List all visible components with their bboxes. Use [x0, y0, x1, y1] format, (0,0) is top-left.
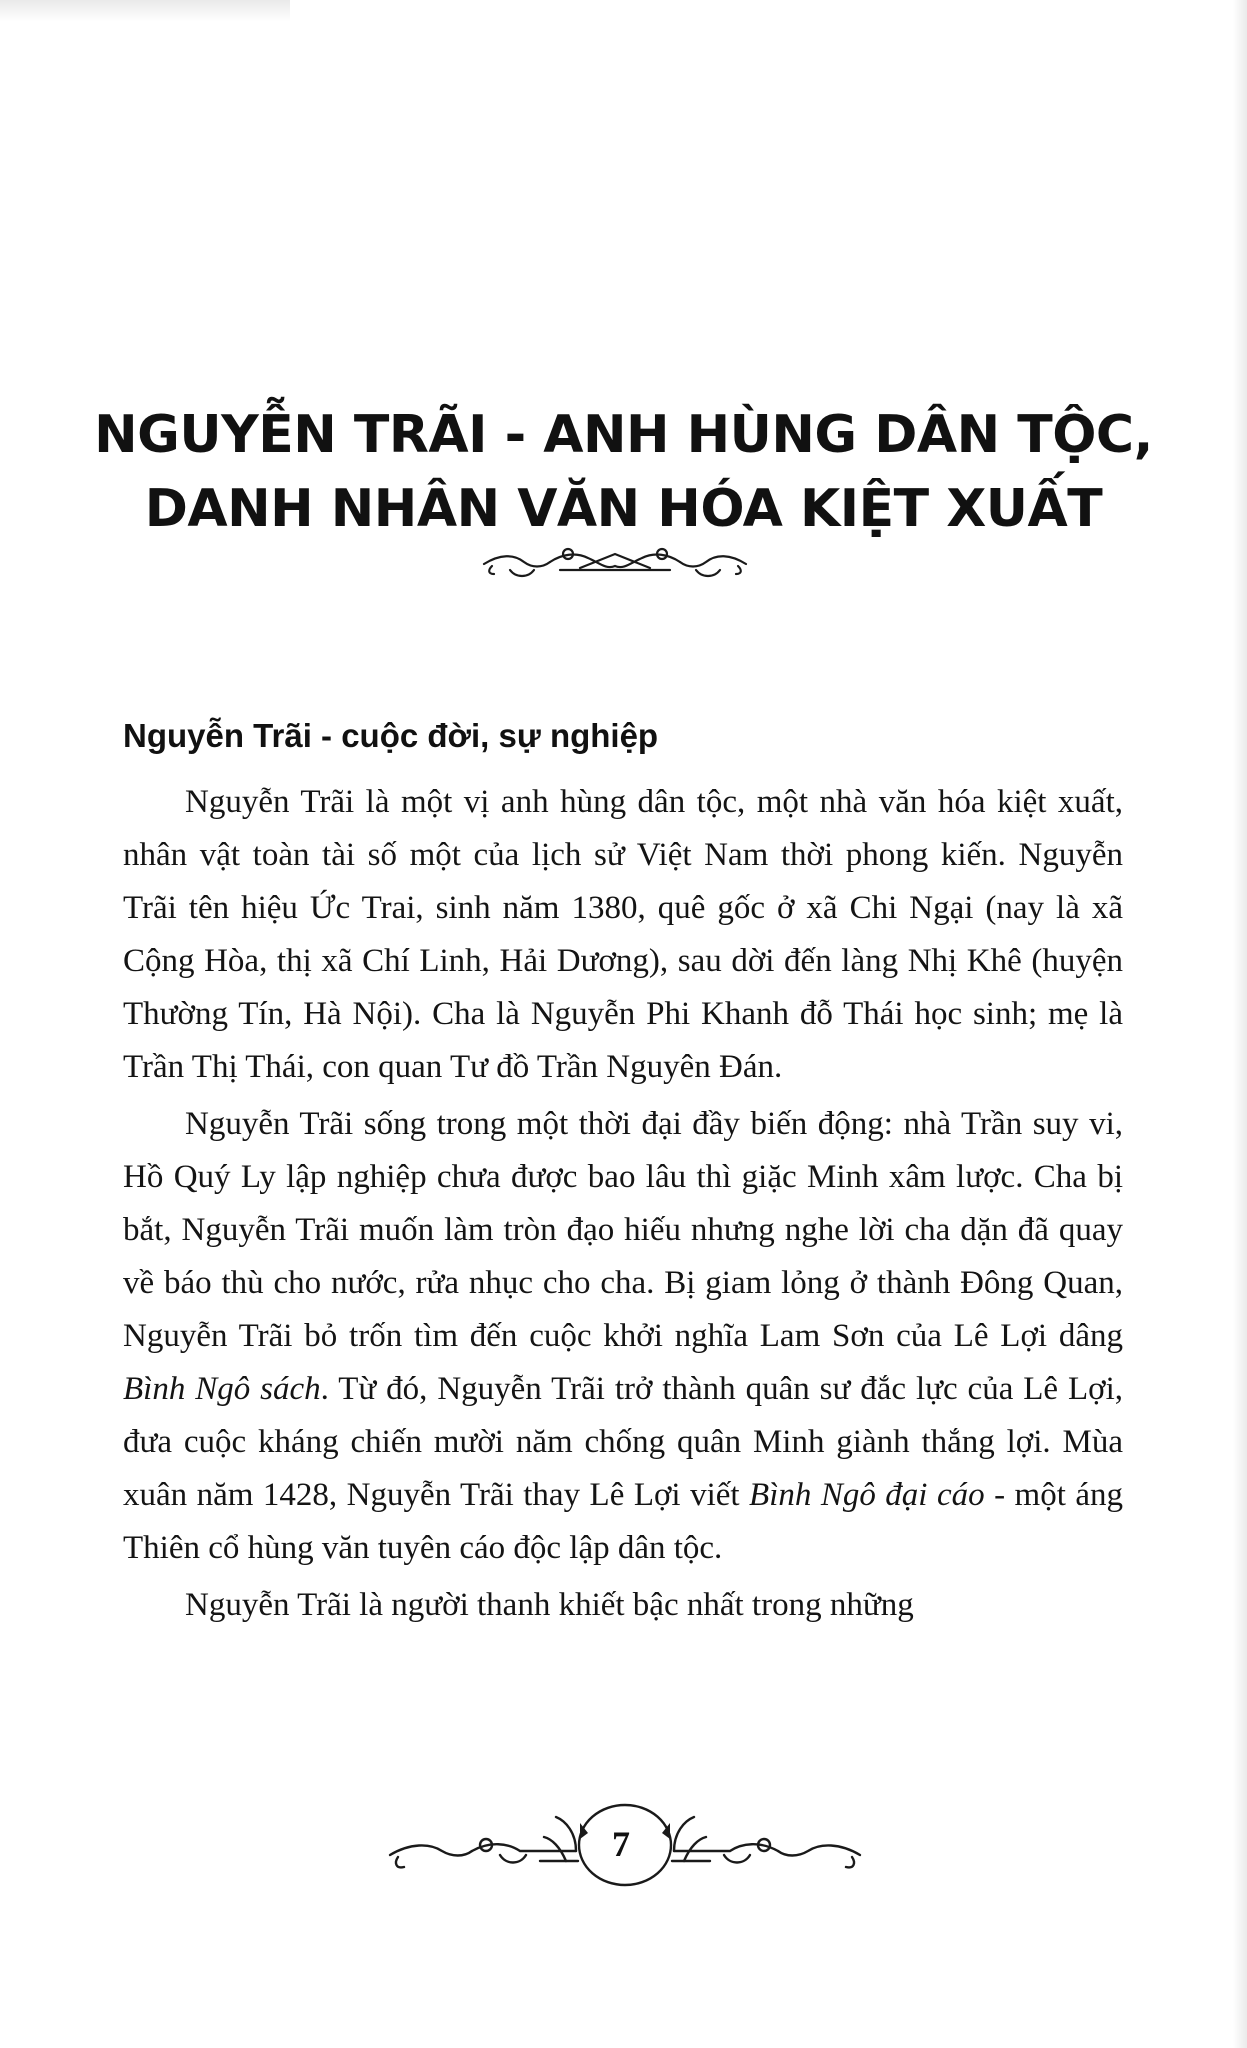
scan-edge-shade — [0, 0, 290, 22]
page-edge-shade — [1233, 0, 1247, 2048]
page-number: 7 — [612, 1824, 630, 1864]
paragraph-2 — [123, 1098, 1123, 1575]
chapter-title-line-1: NGUYỄN TRÃI - ANH HÙNG DÂN TỘC, — [94, 405, 1153, 465]
book-title-binh-ngo-sach: Bình Ngô sách — [123, 1371, 321, 1407]
paragraph-2-text-a: Nguyễn Trãi sống trong một thời đại đầy biến động: nhà Trần suy vi, Hồ Quý Ly lập nghiệp chưa được bao lâu thì giặc Minh xâm lược. Cha bị bắt, Nguyễn Trãi muốn làm tròn đạo hiếu nhưng nghe lời cha dặn đã quay về báo thù cho nước, rửa nhục cho cha. Bị giam lỏng ở thành Đông Quan, Nguyễn Trãi bỏ trốn tìm đến cuộc khởi nghĩa Lam Sơn của Lê Lợi dâng — [123, 1106, 1123, 1354]
paragraph-2-text-b: . Từ đó, Nguyễn Trãi trở thành quân sư đắc lực của Lê Lợi, đưa cuộc kháng chiến mười năm chống quân Minh giành thắng lợi. Mùa xuân năm 1428, Nguyễn Trãi thay Lê Lợi viết — [123, 1371, 1124, 1513]
section-heading: Nguyễn Trãi - cuộc đời, sự nghiệp — [123, 717, 659, 754]
chapter-title — [0, 398, 1247, 546]
paragraph-3: Nguyễn Trãi là người thanh khiết bậc nhất trong những — [185, 1587, 914, 1623]
book-title-binh-ngo-dai-cao: Bình Ngô đại cáo — [749, 1477, 985, 1513]
chapter-title-line-2: DANH NHÂN VĂN HÓA KIỆT XUẤT — [144, 479, 1103, 539]
paragraph-2-text-c: - một áng Thiên cổ hùng văn tuyên cáo độc lập dân tộc. — [123, 1477, 1123, 1566]
title-flourish-ornament — [480, 540, 750, 582]
body-text — [123, 776, 1123, 1636]
paragraph-1: Nguyễn Trãi là một vị anh hùng dân tộc, một nhà văn hóa kiệt xuất, nhân vật toàn tài số một của lịch sử Việt Nam thời phong kiến. Nguyễn Trãi tên hiệu Ức Trai, sinh năm 1380, quê gốc ở xã Chi Ngại (nay là xã Cộng Hòa, thị xã Chí Linh, Hải Dương), sau dời đến làng Nhị Khê (huyện Thường Tín, Hà Nội). Cha là Nguyễn Phi Khanh đỗ Thái học sinh; mẹ là Trần Thị Thái, con quan Tư đồ Trần Nguyên Đán. — [123, 784, 1123, 1085]
